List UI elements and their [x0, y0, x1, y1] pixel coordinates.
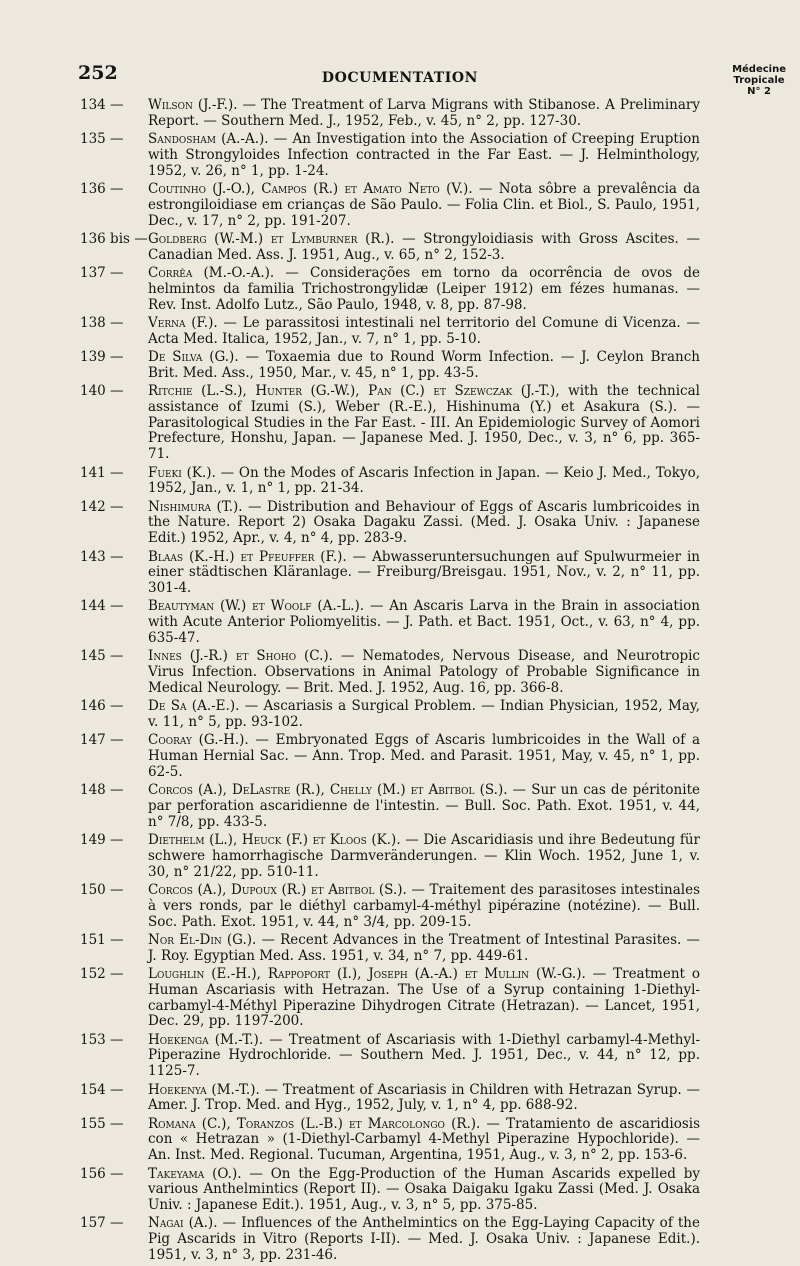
entry-citation: — Embryonated Eggs of Ascaris lumbricoides in the Wall of a Human Hernial Sac. — Ann. Trop. Med. and Parasit. 1951, May, v. 45, n° 1, pp. 62-5.: [148, 732, 700, 780]
entry-authors: De Sa (A.-E.).: [148, 698, 240, 715]
entry-citation: — Abwasseruntersuchungen auf Spulwurmeier in einer städtischen Kläranlage. — Freiburg/Breisgau. 1951, Nov., v. 2, n° 11, pp. 301-4.: [148, 548, 700, 597]
entry-number: 152 —: [80, 965, 124, 982]
entry-text: [148, 316, 700, 348]
entry-authors: Cooray (G.-H.).: [148, 732, 249, 749]
entry-citation: — Tratamiento de ascaridiosis con « Hetrazan » (1-Diethyl-Carbamyl 4-Methyl Piperazine Hypochloride). — An. Inst. Med. Regional. Tucuman, Argentina, 1951, Aug., v. 3, n° 2, pp. 153-6.: [148, 1115, 701, 1164]
entry-authors: Nishimura (T.).: [148, 498, 243, 515]
entry-number: 138 —: [80, 314, 124, 331]
entry-citation: — An Ascaris Larva in the Brain in association with Acute Anterior Poliomyelitis. — J. Path. et Bact. 1951, Oct., v. 63, n° 4, pp. 635-47.: [148, 598, 700, 646]
bibliography-entry: [80, 98, 700, 130]
entry-number: 156 —: [80, 1165, 124, 1182]
entry-number: 145 —: [80, 648, 124, 665]
entry-citation: — An Investigation into the Association of Creeping Eruption with Strongyloides Infection contracted in the Far East. — J. Helminthology, 1952, v. 26, n° 1, pp. 1-24.: [148, 131, 700, 179]
entry-citation: — Considerações em torno da ocorrência de ovos de helmintos da familia Trichostrongylidæ (Leiper 1912) em fézes humanas. — Rev. Inst. Adolfo Lutz., São Paulo, 1948, v. 8, pp. 87-98.: [148, 264, 700, 313]
bibliography-entry: [80, 783, 700, 830]
bibliography-entry: [80, 833, 700, 880]
entry-number: 141 —: [80, 464, 124, 481]
entry-text: [148, 1167, 700, 1214]
entry-authors: Corrêa (M.-O.-A.).: [148, 264, 275, 281]
entry-number: 142 —: [80, 498, 124, 515]
entry-number: 151 —: [80, 931, 124, 948]
entry-text: [148, 649, 700, 696]
entry-text: [148, 232, 700, 264]
entry-citation: — Nematodes, Nervous Disease, and Neurotropic Virus Infection. Observations in Animal Patology of Probable Significance in Medical Neurology. — Brit. Med. J. 1952, Aug. 16, pp. 366-8.: [148, 648, 700, 696]
entry-authors: Hoekenga (M.-T.).: [148, 1031, 264, 1048]
bibliography-entry: [80, 350, 700, 382]
entry-number: 154 —: [80, 1081, 124, 1098]
bibliography-entry: [80, 699, 700, 731]
entry-citation: — Distribution and Behaviour of Eggs of Ascaris lumbricoides in the Nature. Report 2) Osaka Dagaku Zassi. (Med. J. Osaka Univ. : Japanese Edit.) 1952, Apr., v. 4, n° 4, pp. 283-9.: [148, 498, 700, 547]
entry-number: 150 —: [80, 881, 124, 898]
journal-name-line2: Tropicale: [733, 75, 785, 86]
entry-citation: — Influences of the Anthelmintics on the Egg-Laying Capacity of the Pig Ascarids in Vitro (Reports I-II). — Med. J. Osaka Univ. : Japanese Edit.). 1951, v. 3, n° 3, pp. 231-46.: [148, 1215, 700, 1263]
entry-text: [148, 550, 700, 597]
entry-text: [148, 933, 700, 965]
entry-text: [148, 883, 700, 930]
bibliography-entry: [80, 232, 700, 264]
entry-authors: Diethelm (L.), Heuck (F.) et Kloos (K.).: [148, 832, 401, 849]
entry-number: 135 —: [80, 131, 124, 148]
entry-number: 143 —: [80, 548, 124, 565]
entry-text: [148, 132, 700, 179]
entry-authors: Takeyama (O.).: [148, 1165, 242, 1182]
running-title: DOCUMENTATION: [321, 70, 479, 86]
entry-authors: Coutinho (J.-O.), Campos (R.) et Amato Neto (V.).: [148, 180, 473, 197]
entry-text: [148, 1083, 700, 1115]
entry-authors: Corcos (A.), Dupoux (R.) et Abitbol (S.).: [148, 881, 407, 898]
entry-authors: Beautyman (W.) et Woolf (A.-L.).: [148, 598, 365, 615]
entry-text: [148, 783, 700, 830]
entry-text: [148, 733, 700, 780]
entry-authors: Wilson (J.-F.).: [148, 97, 238, 113]
entry-number: 153 —: [80, 1031, 124, 1048]
bibliography-entry: [80, 384, 700, 463]
entry-authors: Hoekenya (M.-T.).: [148, 1081, 260, 1098]
issue-number: N° 2: [747, 86, 771, 97]
bibliography-entry: [80, 649, 700, 696]
entry-text: [148, 967, 700, 1030]
journal-tag: [732, 64, 786, 97]
entry-number: 155 —: [80, 1115, 124, 1132]
entry-text: [148, 182, 700, 229]
page-number: 252: [78, 62, 118, 84]
bibliography-entry: [80, 1033, 700, 1080]
entry-authors: Goldberg (W.-M.) et Lymburner (R.).: [148, 230, 395, 247]
entry-text: [148, 466, 700, 498]
entry-number: 157 —: [80, 1215, 124, 1232]
entry-citation: with the technical assistance of Izumi (S.), Weber (R.-E.), Hishinuma (Y.) et Asakura (S.). — Parasitological Studies in the Far East. - III. An Epidemiologic Survey of Aomori Prefecture, Honshu, Japan. — Japanese Med. J. 1950, Dec., v. 3, n° 6, pp. 365-71.: [148, 383, 700, 463]
entry-authors: Blaas (K.-H.) et Pfeuffer (F.).: [148, 548, 347, 565]
bibliography-entry: [80, 599, 700, 646]
entry-text: [148, 833, 700, 880]
entry-number: 136 —: [80, 180, 124, 197]
entry-number: 137 —: [80, 264, 124, 281]
entry-number: 144 —: [80, 598, 124, 615]
entry-text: [148, 599, 700, 646]
entry-authors: Sandosham (A.-A.).: [148, 131, 269, 148]
bibliography-entry: [80, 466, 700, 498]
entry-citation: — The Treatment of Larva Migrans with Stibanose. A Preliminary Report. — Southern Med. J., 1952, Feb., v. 45, n° 2, pp. 127-30.: [148, 97, 700, 129]
entry-number: 148 —: [80, 782, 124, 799]
bibliography-entry: [80, 967, 700, 1030]
entry-text: [148, 1216, 700, 1263]
entry-citation: — On the Modes of Ascaris Infection in Japan. — Keio J. Med., Tokyo, 1952, Jan., v. 1, n° 1, pp. 21-34.: [148, 464, 701, 497]
entry-citation: — Recent Advances in the Treatment of Intestinal Parasites. — J. Roy. Egyptian Med. Ass. 1951, v. 34, n° 7, pp. 449-61.: [148, 931, 700, 964]
entry-number: 136 bis —: [80, 230, 148, 247]
entry-citation: — Treatment of Ascariasis in Children with Hetrazan Syrup. — Amer. J. Trop. Med. and Hyg., 1952, July, v. 1, n° 4, pp. 688-92.: [148, 1081, 701, 1114]
entry-citation: — Strongyloidiasis with Gross Ascites. — Canadian Med. Ass. J. 1951, Aug., v. 65, n° 2, 152-3.: [148, 230, 700, 263]
entry-citation: — Le parassitosi intestinali nel territorio del Comune di Vicenza. — Acta Med. Italica, 1952, Jan., v. 7, n° 1, pp. 5-10.: [148, 314, 700, 347]
bibliography-entry: [80, 266, 700, 313]
entry-citation: — Treatment o Human Ascariasis with Hetrazan. The Use of a Syrup containing 1-Diethyl-carbamyl-4-Méthyl Piperazine Dihydrogen Citrate (Hetrazan). — Lancet, 1951, Dec. 29, pp. 1197-200.: [148, 965, 700, 1030]
entry-authors: Romana (C.), Toranzos (L.-B.) et Marcolongo (R.).: [148, 1115, 481, 1132]
bibliography-entry: [80, 733, 700, 780]
entry-number: 139 —: [80, 348, 124, 365]
entry-text: [148, 384, 700, 463]
entry-number: 147 —: [80, 732, 124, 749]
entry-number: 134 —: [80, 97, 124, 113]
entry-text: [148, 266, 700, 313]
bibliography-entry: [80, 1083, 700, 1115]
entry-text: [148, 1117, 700, 1164]
entry-text: [148, 98, 700, 130]
entry-citation: — Die Ascaridiasis und ihre Bedeutung für schwere hamorrhagische Darmveränderungen. — Klin Woch. 1952, June 1, v. 30, n° 21/22, pp. 510-11.: [148, 832, 701, 880]
bibliography-entry: [80, 1167, 700, 1214]
entry-citation: — Traitement des parasitoses intestinales à vers ronds, par le diéthyl carbamyl-4-méthyl pipérazine (notézine). — Bull. Soc. Path. Exot. 1951, v. 44, n° 3/4, pp. 209-15.: [148, 881, 700, 930]
entry-authors: Verna (F.).: [148, 314, 218, 331]
bibliography-entry: [80, 550, 700, 597]
entry-authors: Nor El-Din (G.).: [148, 931, 257, 948]
entry-authors: Loughlin (E.-H.), Rappoport (I.), Joseph (A.-A.) et Mullin (W.-G.).: [148, 965, 586, 982]
entry-authors: Nagai (A.).: [148, 1215, 218, 1232]
entry-text: [148, 1033, 700, 1080]
entry-authors: Corcos (A.), DeLastre (R.), Chelly (M.) et Abitbol (S.).: [148, 782, 508, 799]
entry-citation: — Toxaemia due to Round Worm Infection. — J. Ceylon Branch Brit. Med. Ass., 1950, Mar., v. 45, n° 1, pp. 43-5.: [148, 348, 700, 381]
entry-citation: — On the Egg-Production of the Human Ascarids expelled by various Anthelmintics (Report II). — Osaka Daigaku Igaku Zassi (Med. J. Osaka Univ. : Japanese Edit.). 1951, Aug., v. 3, n° 5, pp. 375-85.: [148, 1165, 700, 1214]
entry-citation: — Sur un cas de péritonite par perforation ascaridienne de l'intestin. — Bull. Soc. Path. Exot. 1951, v. 44, n° 7/8, pp. 433-5.: [148, 782, 700, 830]
entry-citation: — Ascariasis a Surgical Problem. — Indian Physician, 1952, May, v. 11, n° 5, pp. 93-102.: [148, 698, 701, 730]
bibliography-entry: [80, 1117, 700, 1164]
entry-text: [148, 350, 700, 382]
bibliography-entry: [80, 316, 700, 348]
bibliography-entry: [80, 182, 700, 229]
entry-citation: — Nota sôbre a prevalência da estrongiloidiase em crianças de São Paulo. — Folia Clin. et Biol., S. Paulo, 1951, Dec., v. 17, n° 2, pp. 191-207.: [148, 180, 700, 229]
entry-authors: Innes (J.-R.) et Shoho (C.).: [148, 648, 333, 665]
entry-number: 146 —: [80, 698, 124, 715]
entry-authors: Ritchie (L.-S.), Hunter (G.-W.), Pan (C.) et Szewczak (J.-T.),: [148, 383, 560, 400]
bibliography-entry: [80, 1216, 700, 1263]
entry-citation: — Treatment of Ascariasis with 1-Diethyl carbamyl-4-Methyl-Piperazine Hydrochloride. — Southern Med. J. 1951, Dec., v. 44, n° 12, pp. 1125-7.: [148, 1031, 701, 1080]
bibliography-entry: [80, 132, 700, 179]
bibliography-entry: [80, 500, 700, 547]
entry-text: [148, 500, 700, 547]
entry-number: 140 —: [80, 383, 124, 400]
entry-text: [148, 699, 700, 731]
entry-number: 149 —: [80, 832, 124, 849]
entry-authors: Fueki (K.).: [148, 464, 216, 481]
bibliography-entry: [80, 933, 700, 965]
entry-authors: De Silva (G.).: [148, 348, 239, 365]
journal-name-line1: Médecine: [732, 64, 786, 75]
bibliography-entry: [80, 883, 700, 930]
bibliography-list: [80, 98, 700, 1266]
